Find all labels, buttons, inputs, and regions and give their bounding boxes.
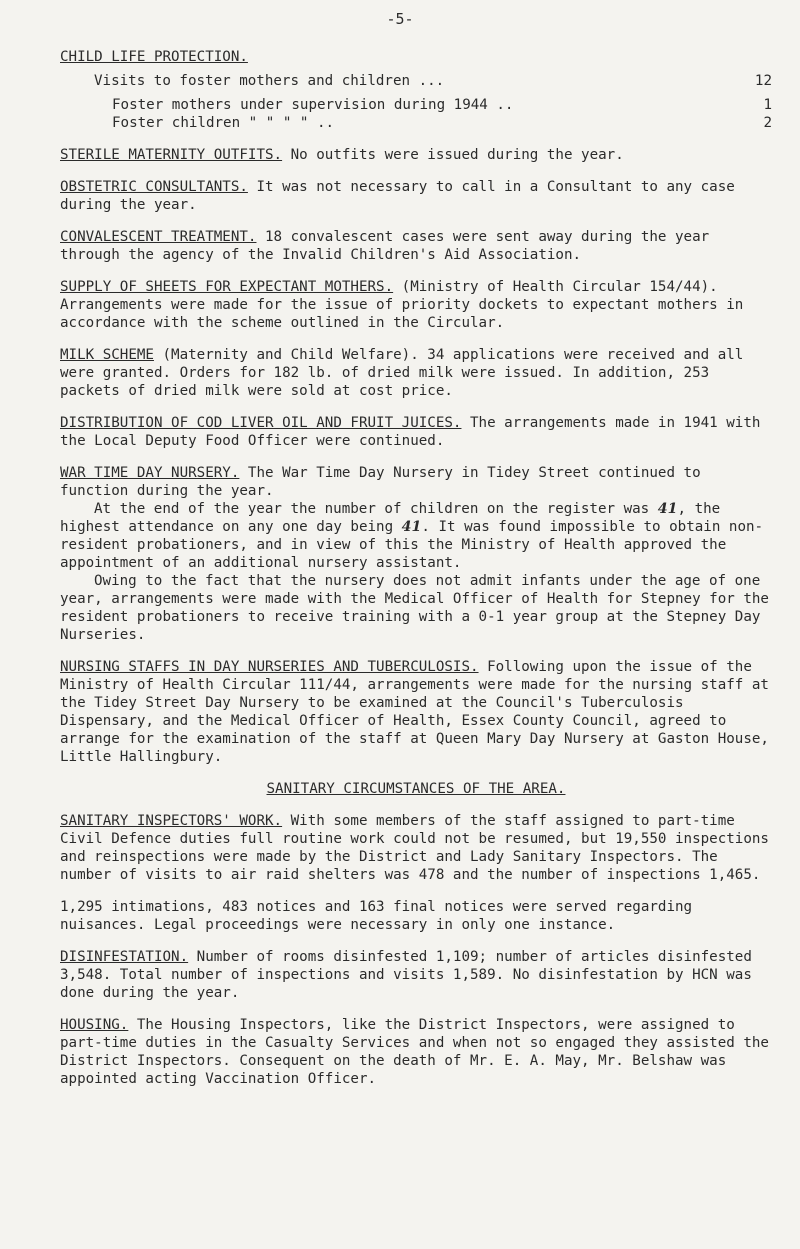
child-life-section (60, 48, 772, 132)
milk-heading: MILK SCHEME (60, 347, 154, 363)
nursery-text: The War Time Day Nursery in Tidey Street continued to function during the year. (60, 465, 701, 499)
obstetric-heading: OBSTETRIC CONSULTANTS. (60, 179, 248, 195)
housing-text: The Housing Inspectors, like the District Inspectors, were assigned to part-time duties in the Casualty Services and when not so engaged they assisted the District Inspectors. Consequent on the death of Mr. E. A. May, Mr. Belshaw was appointed acting Vaccination Officer. (60, 1017, 769, 1087)
housing-heading: HOUSING. (60, 1017, 129, 1033)
nursery-para-2-a: At the end of the year the number of children on the register was (94, 501, 658, 517)
visits-row (60, 72, 772, 90)
sanitary-circumstances-heading: SANITARY CIRCUMSTANCES OF THE AREA. (266, 781, 566, 797)
sanitary-circumstances-heading-block (60, 780, 772, 798)
convalescent-text: 18 convalescent cases were sent away during the year through the agency of the Invalid Children's Aid Association. (60, 229, 710, 263)
nursery-para-2-b: , the highest attendance on any one day being (60, 501, 721, 535)
document-body (60, 48, 772, 1102)
nursery-para-3: Owing to the fact that the nursery does not admit infants under the age of one year, arrangements were made with the Medical Officer of Health for Stepney for the resident probationers to receive training with a 0-1 year group at the Stepney Day Nurseries. (60, 573, 769, 643)
sheets-section (60, 278, 772, 332)
visits-label: Visits to foster mothers and children ... (94, 73, 445, 89)
foster-children-row (60, 114, 772, 132)
milk-text: (Maternity and Child Welfare). 34 applications were received and all were granted. Orders for 182 lb. of dried milk were issued. In addition, 253 packets of dried milk were sold at cost price. (60, 347, 744, 399)
sheets-heading: SUPPLY OF SHEETS FOR EXPECTANT MOTHERS. (60, 279, 394, 295)
handwritten-register-count: 41 (657, 501, 678, 517)
inspectors-para-1 (60, 812, 772, 884)
obstetric-section (60, 178, 772, 214)
nursery-heading: WAR TIME DAY NURSERY. (60, 465, 240, 481)
foster-mothers-row (60, 96, 772, 114)
disinfestation-text: Number of rooms disinfested 1,109; number of articles disinfested 3,548. Total number of inspections and visits 1,589. No disinfestation by HCN was done during the year. (60, 949, 752, 1001)
sterile-outfits-section (60, 146, 772, 164)
nursery-para-2-c: . It was found impossible to obtain non-resident probationers, and in view of this the Ministry of Health approved the appointment of an additional nursery assistant. (60, 519, 764, 571)
obstetric-text: It was not necessary to call in a Consultant to any case during the year. (60, 179, 735, 213)
handwritten-highest-attendance: 41 (401, 519, 422, 535)
cod-liver-text: The arrangements made in 1941 with the Local Deputy Food Officer were continued. (60, 415, 761, 449)
foster-mothers-label: Foster mothers under supervision during 1944 .. (112, 97, 514, 113)
foster-children-label: Foster children " " " " .. (112, 115, 335, 131)
nursery-section (60, 464, 772, 644)
page-number: -5- (386, 10, 414, 28)
convalescent-heading: CONVALESCENT TREATMENT. (60, 229, 257, 245)
sterile-outfits-text: No outfits were issued during the year. (282, 147, 624, 163)
nursing-heading: NURSING STAFFS IN DAY NURSERIES AND TUBERCULOSIS. (60, 659, 479, 675)
nursery-para-1 (60, 464, 772, 500)
convalescent-section (60, 228, 772, 264)
disinfestation-heading: DISINFESTATION. (60, 949, 189, 965)
housing-section (60, 1016, 772, 1088)
foster-children-value: 2 (763, 115, 772, 131)
child-life-heading: CHILD LIFE PROTECTION. (60, 49, 248, 65)
inspectors-text: With some members of the staff assigned to part-time Civil Defence duties full routine work could not be resumed, but 19,550 inspections and reinspections were made by the District and Lady Sanitary Inspectors. The number of visits to air raid shelters was 478 and the number of inspections 1,465. (60, 813, 769, 883)
visits-value: 12 (754, 73, 772, 89)
nursing-section (60, 658, 772, 766)
cod-liver-heading: DISTRIBUTION OF COD LIVER OIL AND FRUIT JUICES. (60, 415, 462, 431)
sterile-outfits-heading: STERILE MATERNITY OUTFITS. (60, 147, 283, 163)
cod-liver-section (60, 414, 772, 450)
disinfestation-section (60, 948, 772, 1002)
milk-section (60, 346, 772, 400)
inspectors-para-2: 1,295 intimations, 483 notices and 163 final notices were served regarding nuisances. Legal proceedings were necessary in only one instance. (60, 899, 693, 933)
inspectors-section (60, 812, 772, 934)
nursing-text: Following upon the issue of the Ministry of Health Circular 111/44, arrangements were made for the nursing staff at the Tidey Street Day Nursery to be examined at the Council's Tuberculosis Dispensary, and the Medical Officer of Health, Essex County Council, agreed to arrange for the examination of the staff at Queen Mary Day Nursery at Gaston House, Little Hallingbury. (60, 659, 769, 765)
inspectors-heading: SANITARY INSPECTORS' WORK. (60, 813, 283, 829)
foster-mothers-value: 1 (763, 97, 772, 113)
sheets-text: (Ministry of Health Circular 154/44). Arrangements were made for the issue of priority dockets to expectant mothers in accordance with the scheme outlined in the Circular. (60, 279, 744, 331)
nursery-para-2 (60, 500, 772, 572)
